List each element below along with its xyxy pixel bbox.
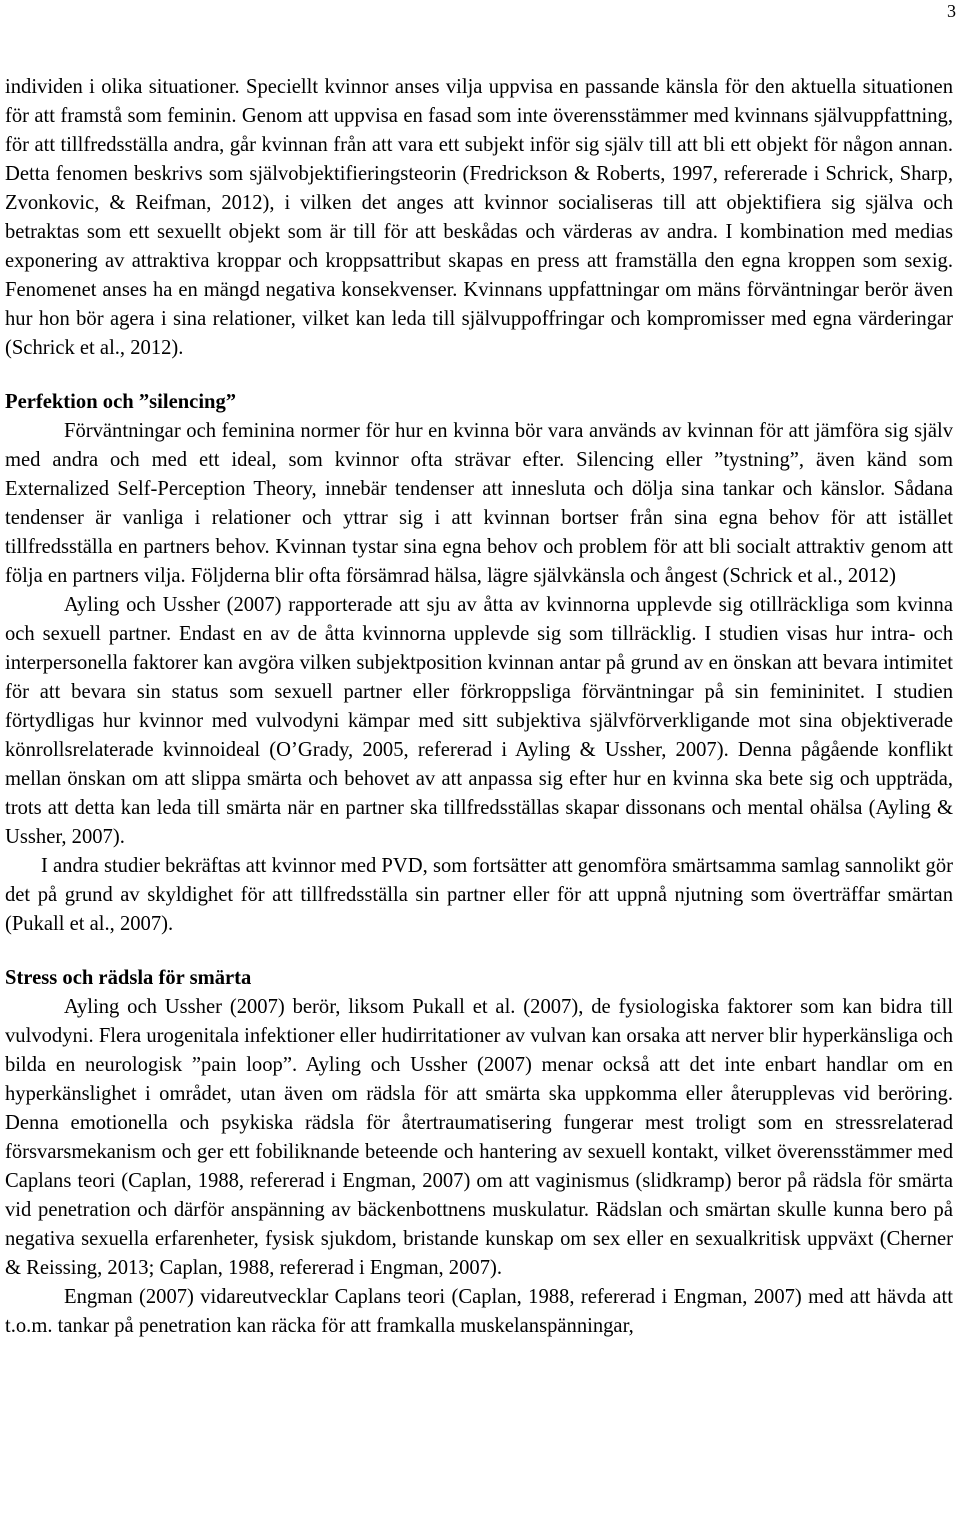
heading-stress: Stress och rädsla för smärta: [5, 967, 252, 989]
paragraph-forvantningar: Förväntningar och feminina normer för hur en kvinna bör vara används av kvinnan för att jämföra sig själv med andra och med ett ideal, som kvinnor ofta strävar efter. Silencing eller ”tystning”, även känd som Externalized Self-Perception Theory, innebär tendenser att innesluta och dölja sina tankar och känslor. Sådana tendenser är vanliga i relationer och yttrar sig i att kvinnan bortser från sina egna behov för att istället tillfredsställa en partners behov. Kvinnan tystar sina egna behov och problem för att bli socialt attraktiv genom att följa en partners vilja. Följderna blir ofta försämrad hälsa, lägre självkänsla och ångest (Schrick et al., 2012): [5, 420, 953, 587]
paragraph-andra-studier: I andra studier bekräftas att kvinnor med PVD, som fortsätter att genomföra smärtsamma samlag sannolikt gör det på grund av skyldighet för att tillfredsställa sin partner eller för att uppnå njutning som överträffar smärtan (Pukall et al., 2007).: [5, 855, 953, 935]
paragraph-engman: Engman (2007) vidareutvecklar Caplans teori (Caplan, 1988, refererad i Engman, 2007) med att hävda att t.o.m. tankar på penetration kan räcka för att framkalla muskelanspänningar,: [5, 1286, 953, 1337]
document-body: [5, 73, 953, 1341]
heading-perfektion: Perfektion och ”silencing”: [5, 391, 237, 413]
page-number: 3: [947, 1, 956, 21]
paragraph-intro: individen i olika situationer. Speciellt kvinnor anses vilja uppvisa en passande känsla för den aktuella situationen för att framstå som feminin. Genom att uppvisa en fasad som inte överensstämmer med kvinnans självuppfattning, för att tillfredsställa andra, går kvinnan från att vara ett subjekt inför sig själv till att bli ett objekt för någon annan. Detta fenomen beskrivs som självobjektifieringsteorin (Fredrickson & Roberts, 1997, refererade i Schrick, Sharp, Zvonkovic, & Reifman, 2012), i vilken det anges att kvinnor socialiseras till att objektifiera sig själva och betraktas som ett sexuellt objekt som är till för att beskådas och värderas av andra. I kombination med medias exponering av attraktiva kroppar och kroppsattribut skapas en press att framställa den egna kroppen som sexig. Fenomenet anses ha en mängd negativa konsekvenser. Kvinnans uppfattningar om mäns förväntningar berör även hur hon bör agera i sina relationer, vilket kan leda till självuppoffringar och kompromisser med egna värderingar (Schrick et al., 2012).: [5, 76, 953, 359]
paragraph-fysiologiska: Ayling och Ussher (2007) berör, liksom Pukall et al. (2007), de fysiologiska faktorer som kan bidra till vulvodyni. Flera urogenitala infektioner eller hudirritationer av vulvan kan orsaka att nerver blir hyperkänsliga och bilda en neurologisk ”pain loop”. Ayling och Ussher (2007) menar också att det inte enbart handlar om en hyperkänslighet i området, utan även om rädsla för att smärta ska uppkomma eller återupplevas vid beröring. Denna emotionella och psykiska rädsla för återtraumatisering fungerar mest troligt som en stressrelaterad försvarsmekanism och ger ett fobiliknande beteende och hantering av sexuell kontakt, vilket överensstämmer med Caplans teori (Caplan, 1988, refererad i Engman, 2007) om att vaginismus (slidkramp) beror på rädsla för smärta vid penetration och därför anspänning av bäckenbottnens muskulatur. Rädslan och smärtan skulle kunna bero på negativa sexuella erfarenheter, fysisk sjukdom, bristande kunskap om sex eller en sexualkritisk uppväxt (Cherner & Reissing, 2013; Caplan, 1988, refererad i Engman, 2007).: [5, 996, 953, 1279]
paragraph-ayling: Ayling och Ussher (2007) rapporterade att sju av åtta av kvinnorna upplevde sig otillräckliga som kvinna och sexuell partner. Endast en av de åtta kvinnorna upplevde sig som tillräcklig. I studien visas hur intra- och interpersonella faktorer kan avgöra vilken subjektposition kvinnan antar på grund av en önskan att bevara intimitet för att bevara sin status som sexuell partner eller förkroppsliga förväntningar på sin femininitet. I studien förtydligas hur kvinnor med vulvodyni kämpar med sitt subjektiva självförverkligande mot sina objektiverade könrollsrelaterade kvinnoideal (O’Grady, 2005, refererad i Ayling & Ussher, 2007). Denna pågående konflikt mellan önskan om att slippa smärta och behovet av att anpassa sig efter hur en kvinna ska bete sig och uppträda, trots att detta kan leda till smärta när en partner ska tillfredsställas skapar dissonans och mental ohälsa (Ayling & Ussher, 2007).: [5, 594, 953, 848]
